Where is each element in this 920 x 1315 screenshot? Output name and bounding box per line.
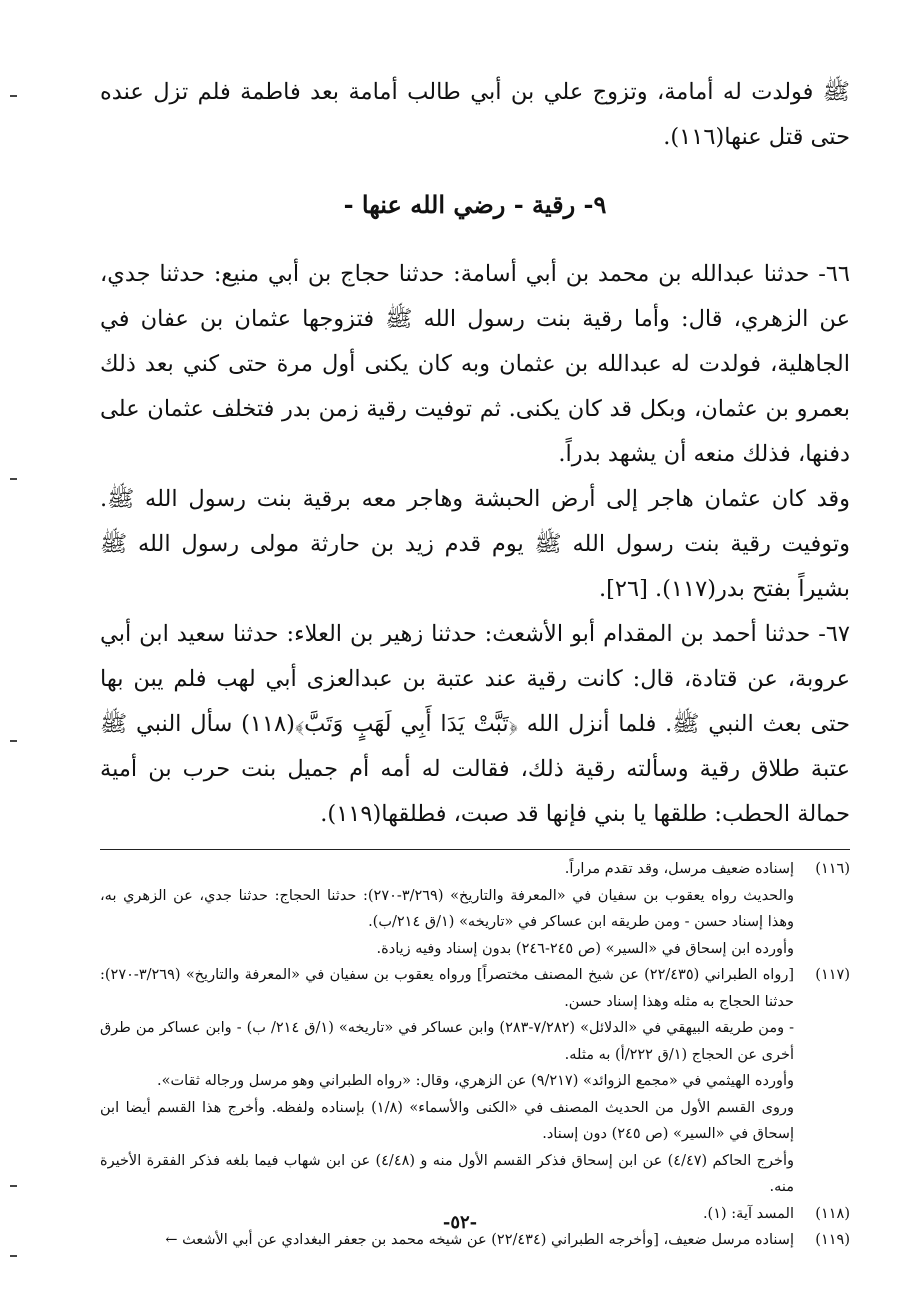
footnote-number: (١١٧) <box>815 967 850 983</box>
margin-mark <box>10 95 17 97</box>
hadith-66-continuation: وقد كان عثمان هاجر إلى أرض الحبشة وهاجر معه برقية بنت رسول الله ﷺ. وتوفيت رقية بنت رسول الله ﷺ يوم قدم زيد بن حارثة مولى رسول الله ﷺ بشيراً بفتح بدر(١١٧). [٢٦]. <box>100 486 851 602</box>
footnote-number: (١١٦) <box>815 861 850 877</box>
margin-mark <box>10 478 17 480</box>
footnote-number: (١١٩) <box>815 1232 850 1248</box>
footnote-line: [رواه الطبراني (٢٢/٤٣٥) عن شيخ المصنف مختصراً] ورواه يعقوب بن سفيان في «المعرفة والتاريخ» (٣/٢٦٩-٢٧٠): حدثنا الحجاج به مثله وهذا إسناد حسن. <box>100 967 795 1010</box>
footnote-line: إسناده ضعيف مرسل، وقد تقدم مراراً. <box>564 861 794 877</box>
footnote-number: (١١٨) <box>815 1205 850 1222</box>
footnote-line: وأورده الهيثمي في «مجمع الزوائد» (٩/٢١٧) عن الزهري، وقال: «رواه الطبراني وهو مرسل ورجاله ثقات». <box>157 1073 794 1089</box>
footnote-line: وأورده ابن إسحاق في «السير» (ص ٢٤٥-٢٤٦) بدون إسناد وفيه زيادة. <box>376 940 794 957</box>
footnote-line: - ومن طريقه البيهقي في «الدلائل» (٧/٢٨٢-٢٨٣) وابن عساكر في «تاريخه» (١/ق ٢١٤/ ب) - وابن عساكر من طرق أخرى عن الحجاج (١/ق ٢٢٢/أ) به مثله. <box>100 1020 795 1063</box>
margin-mark <box>10 740 17 742</box>
page-number: -٥٢- <box>442 1212 478 1233</box>
footnote-line: إسناده مرسل ضعيف، [وأخرجه الطبراني (٢٢/٤٣٤) عن شيخه محمد بن جعفر البغدادي عن أبي الأشعث ← <box>165 1232 794 1248</box>
footnote-116 <box>100 856 850 962</box>
footnotes <box>100 856 850 1254</box>
footnote-117 <box>100 962 850 1201</box>
margin-mark <box>10 1185 17 1187</box>
footnote-line: والحديث رواه يعقوب بن سفيان في «المعرفة والتاريخ» (٣/٢٦٩-٢٧٠): حدثنا الحجاج: حدثنا جدي، عن الزهري به، وهذا إسناد حسن - ومن طريقه ابن عساكر في «تاريخه» (١/ق ٢١٤/ب). <box>100 887 794 930</box>
footnote-line: وروى القسم الأول من الحديث المصنف في «الكنى والأسماء» (١/٨) بإسناده ولفظه. وأخرج هذا القسم أيضا ابن إسحاق في «السير» (ص ٢٤٥) دون إسناد. <box>100 1099 794 1142</box>
margin-mark <box>10 1255 17 1257</box>
footnote-line: المسد آية: (١). <box>702 1205 794 1222</box>
lead-paragraph: ﷺ فولدت له أمامة، وتزوج علي بن أبي طالب أمامة بعد فاطمة فلم تزل عنده حتى قتل عنها(١١٦). <box>100 79 850 150</box>
footnote-divider <box>100 849 850 850</box>
footnote-line: وأخرج الحاكم (٤/٤٧) عن ابن إسحاق فذكر القسم الأول منه و (٤/٤٨) عن ابن شهاب فيما بلغه فذكر الفقرة الأخيرة منه. <box>100 1152 794 1195</box>
hadith-66-paragraph: ٦٦- حدثنا عبدالله بن محمد بن أبي أسامة: حدثنا حجاج بن أبي منيع: حدثنا جدي، عن الزهري، قال: وأما رقية بنت رسول الله ﷺ فتزوجها عثمان بن عفان في الجاهلية، فولدت له عبدالله بن عثمان وبه كان يكنى أول مرة حتى كني بعد ذلك بعمرو بن عثمان، وبكل قد كان يكنى. ثم توفيت رقية زمن بدر فتخلف عثمان على دفنها، فذلك منعه أن يشهد بدراً. <box>100 261 850 467</box>
hadith-67-paragraph: ٦٧- حدثنا أحمد بن المقدام أبو الأشعث: حدثنا زهير بن العلاء: حدثنا سعيد ابن أبي عروبة، عن قتادة، قال: كانت رقية عند عتبة بن عبدالعزى أبي لهب فلم يبن بها حتى بعث النبي ﷺ. فلما أنزل الله ﴿تَبَّتْ يَدَا أَبِي لَهَبٍ وَتَبَّ﴾(١١٨) سأل النبي ﷺ عتبة طلاق رقية وسألته رقية ذلك، فقالت له أمه أم جميل بنت حرب بن أمية حمالة الحطب: طلقها يا بني فإنها قد صبت، فطلقها(١١٩). <box>100 621 850 827</box>
section-heading: ٩- رقية - رضي الله عنها - <box>343 190 607 219</box>
main-text <box>100 70 850 837</box>
document-page <box>100 70 850 1254</box>
